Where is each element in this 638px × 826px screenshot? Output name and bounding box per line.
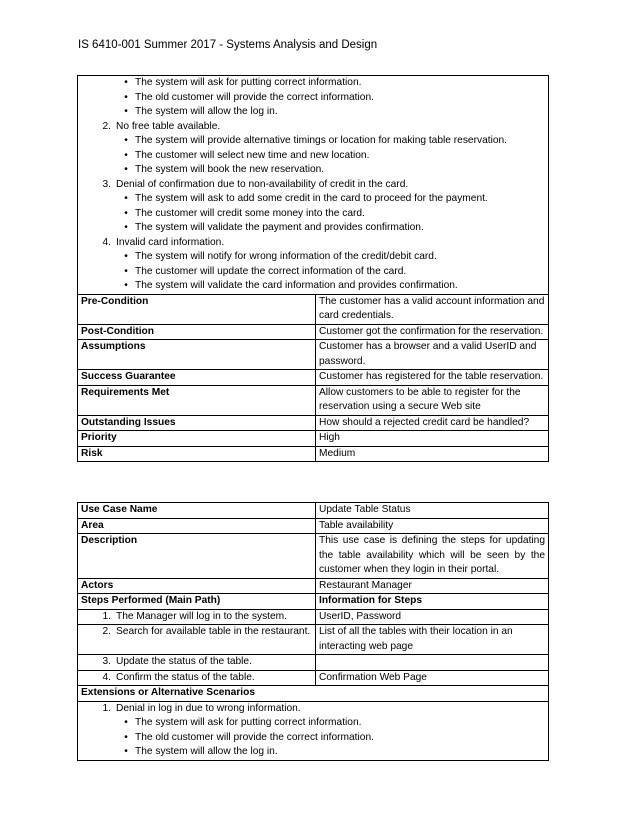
- numbered-item: [81, 702, 545, 717]
- bullet-item: [81, 76, 545, 91]
- item-text: The customer will select new time and new location.: [135, 149, 370, 161]
- table-row: [78, 324, 549, 340]
- bullet-icon: •: [124, 280, 128, 291]
- step-cell: [78, 655, 316, 671]
- item-text: Denial in log in due to wrong information.: [116, 702, 301, 714]
- table-row: [78, 415, 549, 431]
- row-label: Outstanding Issues: [78, 415, 316, 431]
- item-number: 3.: [102, 178, 111, 190]
- item-number: 1.: [102, 610, 111, 622]
- row-label: Requirements Met: [78, 385, 316, 415]
- step-info: Confirmation Web Page: [316, 670, 549, 686]
- item-text: The Manager will log in to the system.: [116, 610, 287, 622]
- step-row: [78, 609, 549, 625]
- row-value: Customer has registered for the table reservation.: [316, 370, 549, 386]
- numbered-item: [81, 671, 312, 686]
- bullet-icon: •: [124, 91, 128, 103]
- bullet-icon: •: [124, 265, 128, 277]
- bullet-icon: •: [124, 717, 128, 728]
- item-number: 3.: [102, 656, 111, 667]
- bullet-item: [81, 221, 545, 236]
- extensions-list-row: [78, 701, 549, 760]
- item-number: 2.: [102, 626, 111, 637]
- extensions-label: Extensions or Alternative Scenarios: [78, 686, 549, 702]
- use-case-name-label: Use Case Name: [78, 503, 316, 519]
- bullet-icon: •: [124, 149, 128, 161]
- row-value: How should a rejected credit card be handled?: [316, 415, 549, 431]
- table-row: [78, 340, 549, 370]
- item-text: The old customer will provide the correct information.: [135, 731, 374, 743]
- row-value: Customer got the confirmation for the reservation.: [316, 324, 549, 340]
- item-text: The system will allow the log in.: [135, 746, 278, 757]
- bullet-item: [81, 731, 545, 746]
- step-info: List of all the tables with their location in an interacting web page: [316, 625, 549, 655]
- item-text: Denial of confirmation due to non-availability of credit in the card.: [116, 178, 409, 190]
- use-case-name-value: Update Table Status: [316, 503, 549, 519]
- alt-scenarios-list: [78, 76, 549, 295]
- bullet-item: [81, 91, 545, 106]
- item-text: Update the status of the table.: [116, 656, 252, 667]
- item-text: The old customer will provide the correct information.: [135, 91, 374, 103]
- table-row: [78, 594, 549, 610]
- bullet-icon: •: [124, 106, 128, 117]
- row-label: Risk: [78, 446, 316, 462]
- bullet-icon: •: [124, 207, 128, 219]
- bullet-icon: •: [124, 135, 128, 146]
- item-text: The system will ask for putting correct information.: [135, 77, 362, 88]
- bullet-item: [81, 279, 545, 294]
- use-case-table-1: [77, 75, 549, 462]
- table-row: [78, 446, 549, 462]
- bullet-item: [81, 105, 545, 120]
- table-row: [78, 534, 549, 579]
- item-number: 2.: [102, 120, 111, 132]
- info-label: Information for Steps: [316, 594, 549, 610]
- item-text: The system will book the new reservation.: [135, 164, 325, 175]
- bullet-item: [81, 192, 545, 207]
- description-value: This use case is defining the steps for updating the table availability which will be seen by the customer when they login in their portal.: [316, 534, 549, 579]
- step-cell: [78, 670, 316, 686]
- bullet-icon: •: [124, 731, 128, 743]
- extensions-header-row: [78, 686, 549, 702]
- step-info: [316, 655, 549, 671]
- bullet-item: [81, 250, 545, 265]
- numbered-item: [81, 655, 312, 670]
- actors-value: Restaurant Manager: [316, 578, 549, 594]
- step-cell: [78, 609, 316, 625]
- step-row: [78, 625, 549, 655]
- item-text: The system will provide alternative timings or location for making table reservation.: [135, 135, 508, 146]
- step-row: [78, 670, 549, 686]
- row-label: Post-Condition: [78, 324, 316, 340]
- table-row: [78, 503, 549, 519]
- area-value: Table availability: [316, 518, 549, 534]
- table-row: [78, 431, 549, 447]
- numbered-item: [81, 178, 545, 193]
- bullet-item: [81, 163, 545, 178]
- row-label: Success Guarantee: [78, 370, 316, 386]
- item-number: 4.: [102, 671, 111, 683]
- page-header: IS 6410-001 Summer 2017 - Systems Analysis and Design: [78, 39, 378, 51]
- bullet-icon: •: [124, 193, 128, 204]
- item-text: The system will ask to add some credit in the card to proceed for the payment.: [135, 193, 488, 204]
- bullet-item: [81, 716, 545, 731]
- numbered-item: [81, 610, 312, 625]
- row-value: Allow customers to be able to register for the reservation using a secure Web site: [316, 385, 549, 415]
- numbered-item: [81, 120, 545, 135]
- numbered-item: [81, 236, 545, 251]
- bullet-item: [81, 149, 545, 164]
- item-text: No free table available.: [116, 120, 221, 132]
- row-value: Customer has a browser and a valid UserID and password.: [316, 340, 549, 370]
- item-text: The system will ask for putting correct information.: [135, 717, 362, 728]
- bullet-item: [81, 134, 545, 149]
- row-value: High: [316, 431, 549, 447]
- bullet-icon: •: [124, 746, 128, 757]
- extensions-list: [78, 701, 549, 760]
- numbered-item: [81, 625, 312, 640]
- table-row: [78, 385, 549, 415]
- bullet-item: [81, 265, 545, 280]
- row-label: Priority: [78, 431, 316, 447]
- bullet-icon: •: [124, 164, 128, 175]
- table-row: [78, 294, 549, 324]
- row-label: Assumptions: [78, 340, 316, 370]
- item-text: The system will validate the card information and provides confirmation.: [135, 280, 458, 291]
- bullet-icon: •: [124, 77, 128, 88]
- bullet-icon: •: [124, 222, 128, 233]
- step-info: UserID, Password: [316, 609, 549, 625]
- item-text: The customer will credit some money into the card.: [135, 207, 365, 219]
- steps-label: Steps Performed (Main Path): [78, 594, 316, 610]
- row-label: Pre-Condition: [78, 294, 316, 324]
- actors-label: Actors: [78, 578, 316, 594]
- item-number: 1.: [102, 702, 111, 714]
- row-value: Medium: [316, 446, 549, 462]
- alt-scenarios-row: [78, 76, 549, 295]
- description-label: Description: [78, 534, 316, 579]
- item-text: The customer will update the correct information of the card.: [135, 265, 407, 277]
- area-label: Area: [78, 518, 316, 534]
- step-cell: [78, 625, 316, 655]
- bullet-item: [81, 207, 545, 222]
- item-text: The system will notify for wrong information of the credit/debit card.: [135, 251, 437, 262]
- item-text: Invalid card information.: [116, 236, 225, 248]
- row-value: The customer has a valid account information and card credentials.: [316, 294, 549, 324]
- item-text: The system will allow the log in.: [135, 106, 278, 117]
- step-row: [78, 655, 549, 671]
- table-row: [78, 370, 549, 386]
- use-case-table-2: [77, 502, 549, 761]
- bullet-item: [81, 745, 545, 760]
- item-text: The system will validate the payment and provides confirmation.: [135, 222, 424, 233]
- table-row: [78, 578, 549, 594]
- item-text: Confirm the status of the table.: [116, 671, 255, 683]
- table-row: [78, 518, 549, 534]
- item-text: Search for available table in the restaurant.: [116, 626, 311, 637]
- item-number: 4.: [102, 236, 111, 248]
- bullet-icon: •: [124, 251, 128, 262]
